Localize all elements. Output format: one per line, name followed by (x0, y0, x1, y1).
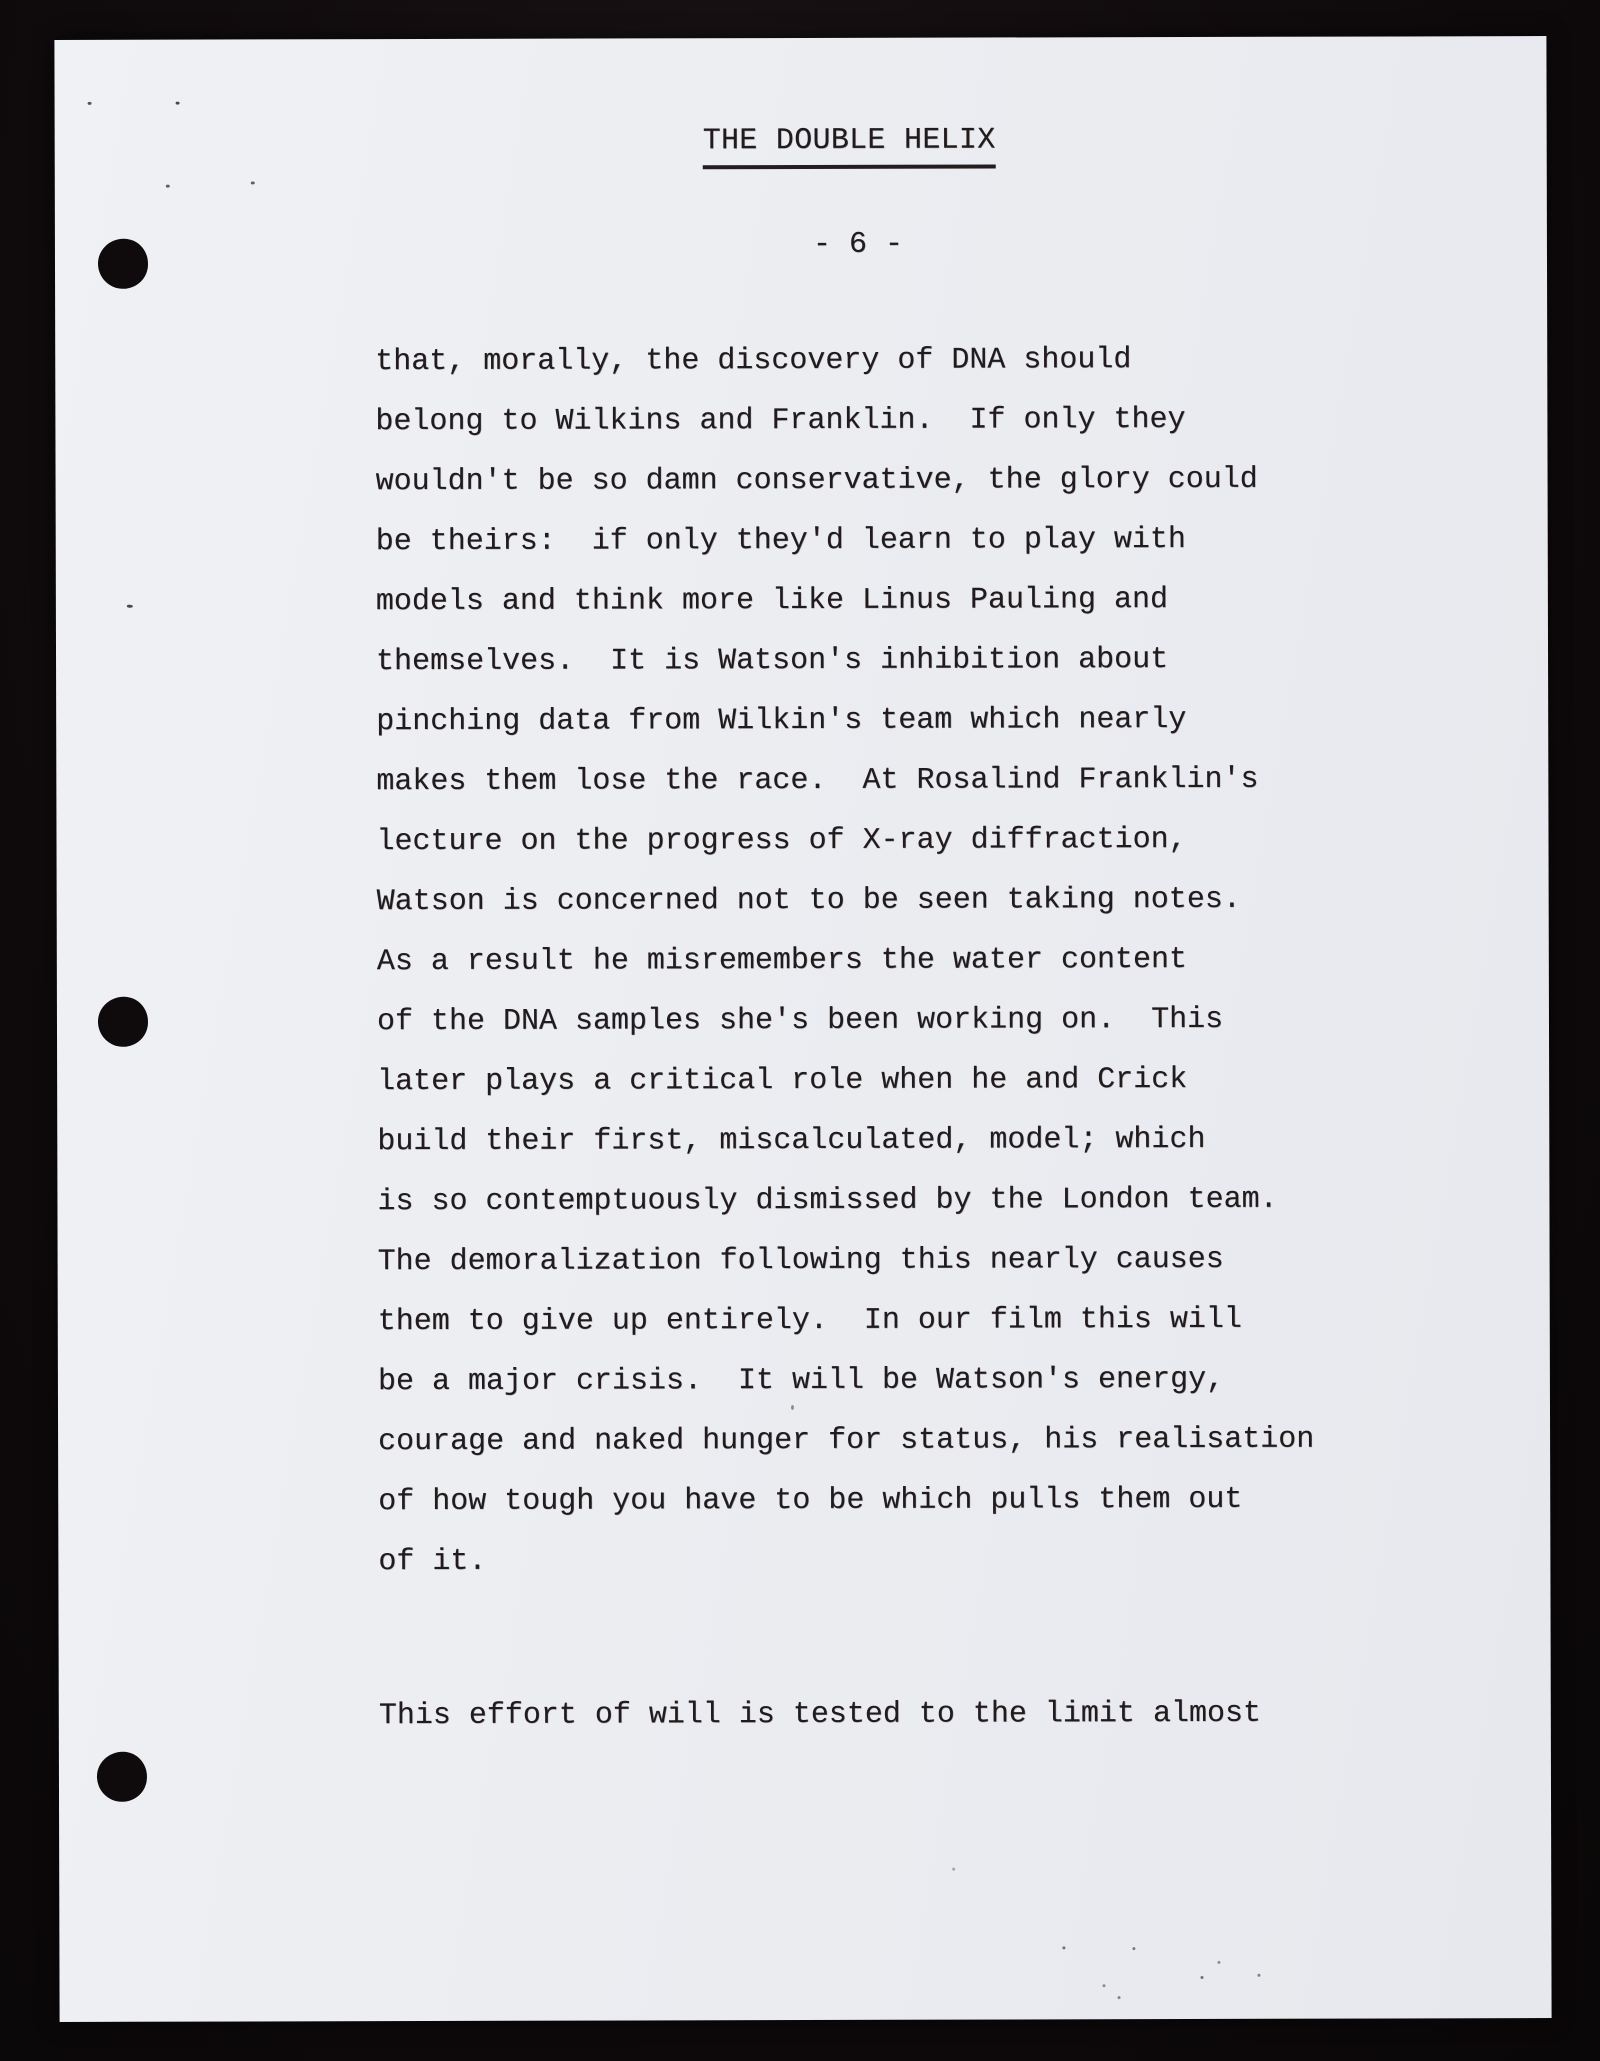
text-line: is so contemptuously dismissed by the London team. (377, 1182, 1278, 1220)
dust-speck (1118, 1996, 1121, 1999)
text-line: pinching data from Wilkin's team which nearly (376, 702, 1187, 740)
text-line: of it. (378, 1544, 487, 1580)
dust-speck (1132, 1947, 1135, 1950)
text-line: of the DNA samples she's been working on. This (376, 1002, 1224, 1040)
document-title: THE DOUBLE HELIX (703, 122, 996, 169)
text-line: build their first, miscalculated, model; which (377, 1122, 1206, 1160)
dust-speck (1200, 1976, 1203, 1979)
text-line: lecture on the progress of X-ray diffraction, (376, 822, 1187, 860)
text-line: them to give up entirely. In our film this will (377, 1302, 1242, 1340)
dust-speck (791, 1405, 794, 1410)
text-line: later plays a critical role when he and Crick (377, 1062, 1188, 1100)
dust-speck (176, 102, 180, 105)
document-body (375, 329, 1439, 1746)
dust-speck (952, 1868, 955, 1871)
hole-punch-bottom (97, 1752, 147, 1802)
text-line: belong to Wilkins and Franklin. If only they (375, 402, 1186, 440)
text-line: The demoralization following this nearly causes (377, 1242, 1224, 1280)
page-number: - 6 - (812, 227, 904, 262)
text-line: wouldn't be so damn conservative, the glory could (375, 462, 1258, 500)
text-line: of how tough you have to be which pulls them out (378, 1482, 1243, 1520)
dust-speck (88, 102, 92, 105)
text-line: models and think more like Linus Pauling and (375, 583, 1169, 620)
text-line: Watson is concerned not to be seen taking notes. (376, 882, 1241, 920)
dust-speck (1257, 1974, 1260, 1977)
document-page (54, 36, 1551, 2022)
text-line: be theirs: if only they'd learn to play with (375, 522, 1186, 560)
dust-speck (251, 181, 255, 184)
hole-punch-middle (98, 997, 148, 1047)
dust-speck (1103, 1984, 1106, 1987)
hole-punch-top (98, 239, 148, 289)
text-line: As a result he misremembers the water content (376, 942, 1188, 980)
pencil-mark (127, 605, 133, 608)
dust-speck (1217, 1961, 1220, 1964)
text-line: themselves. It is Watson's inhibition about (375, 643, 1169, 680)
dust-speck (1062, 1946, 1065, 1949)
paragraph-gap (378, 1589, 1438, 1686)
text-line: be a major crisis. It will be Watson's energy, (377, 1362, 1225, 1400)
text-line: makes them lose the race. At Rosalind Franklin's (376, 762, 1259, 800)
text-line: courage and naked hunger for status, his realisation (378, 1422, 1315, 1460)
dust-speck (166, 185, 170, 188)
text-line: This effort of will is tested to the limit almost (378, 1696, 1261, 1734)
text-line: that, morally, the discovery of DNA should (375, 343, 1132, 380)
